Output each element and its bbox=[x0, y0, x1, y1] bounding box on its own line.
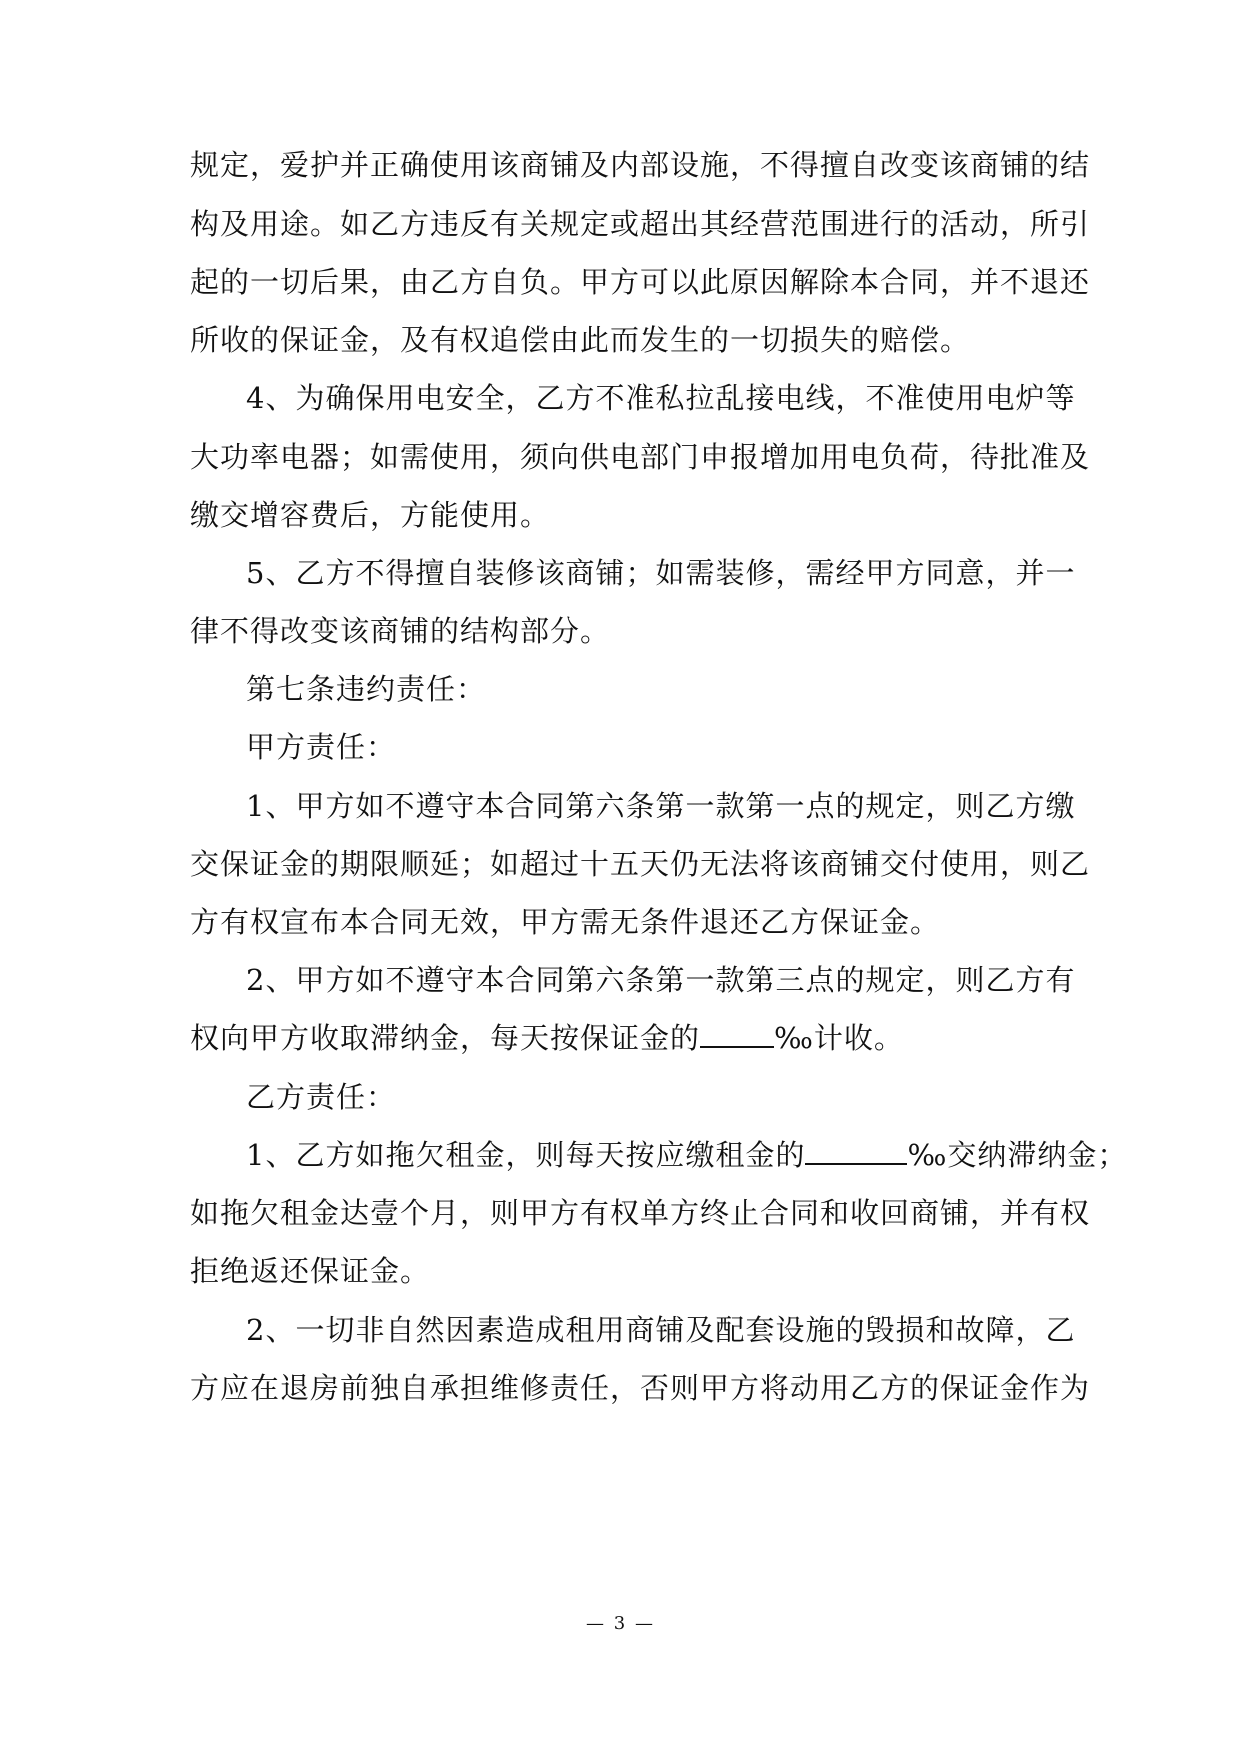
text-line: 大功率电器；如需使用，须向供电部门申报增加用电负荷，待批准及 bbox=[190, 440, 1091, 474]
text-segment: ‰计收。 bbox=[774, 1021, 904, 1055]
text-segment: 1、乙方如拖欠租金，则每天按应缴租金的 bbox=[246, 1138, 806, 1172]
page-number: — 3 — bbox=[586, 1613, 655, 1634]
text-line-with-blank bbox=[190, 1018, 1090, 1058]
text-line: 起的一切后果，由乙方自负。甲方可以此原因解除本合同，并不退还 bbox=[190, 265, 1091, 299]
text-line: 1、甲方如不遵守本合同第六条第一款第一点的规定，则乙方缴 bbox=[246, 789, 1076, 823]
text-line: 规定，爱护并正确使用该商铺及内部设施，不得擅自改变该商铺的结 bbox=[190, 148, 1091, 182]
text-line: 4、为确保用电安全，乙方不准私拉乱接电线，不准使用电炉等 bbox=[246, 381, 1076, 415]
text-line: 方应在退房前独自承担维修责任，否则甲方将动用乙方的保证金作为 bbox=[190, 1371, 1091, 1405]
text-line-with-blank bbox=[246, 1135, 1146, 1175]
text-segment: ‰交纳滞纳金； bbox=[907, 1138, 1128, 1172]
text-line: 所收的保证金，及有权追偿由此而发生的一切损失的赔偿。 bbox=[190, 323, 971, 357]
section-heading: 第七条违约责任： bbox=[246, 672, 487, 706]
fill-in-blank bbox=[700, 1018, 774, 1048]
text-line: 2、甲方如不遵守本合同第六条第一款第三点的规定，则乙方有 bbox=[246, 963, 1076, 997]
text-line: 2、一切非自然因素造成租用商铺及配套设施的毁损和故障，乙 bbox=[246, 1313, 1076, 1347]
fill-in-blank bbox=[805, 1135, 907, 1165]
text-line: 交保证金的期限顺延；如超过十五天仍无法将该商铺交付使用，则乙 bbox=[190, 847, 1091, 881]
text-line: 缴交增容费后，方能使用。 bbox=[190, 498, 551, 532]
subsection-heading: 甲方责任： bbox=[246, 730, 397, 764]
subsection-heading: 乙方责任： bbox=[246, 1080, 397, 1114]
text-line: 拒绝返还保证金。 bbox=[190, 1254, 431, 1288]
text-line: 如拖欠租金达壹个月，则甲方有权单方终止合同和收回商铺，并有权 bbox=[190, 1196, 1091, 1230]
text-segment: 权向甲方收取滞纳金，每天按保证金的 bbox=[190, 1021, 701, 1055]
text-line: 5、乙方不得擅自装修该商铺；如需装修，需经甲方同意，并一 bbox=[246, 556, 1076, 590]
text-line: 构及用途。如乙方违反有关规定或超出其经营范围进行的活动，所引 bbox=[190, 207, 1091, 241]
text-line: 律不得改变该商铺的结构部分。 bbox=[190, 614, 611, 648]
text-line: 方有权宣布本合同无效，甲方需无条件退还乙方保证金。 bbox=[190, 905, 941, 939]
